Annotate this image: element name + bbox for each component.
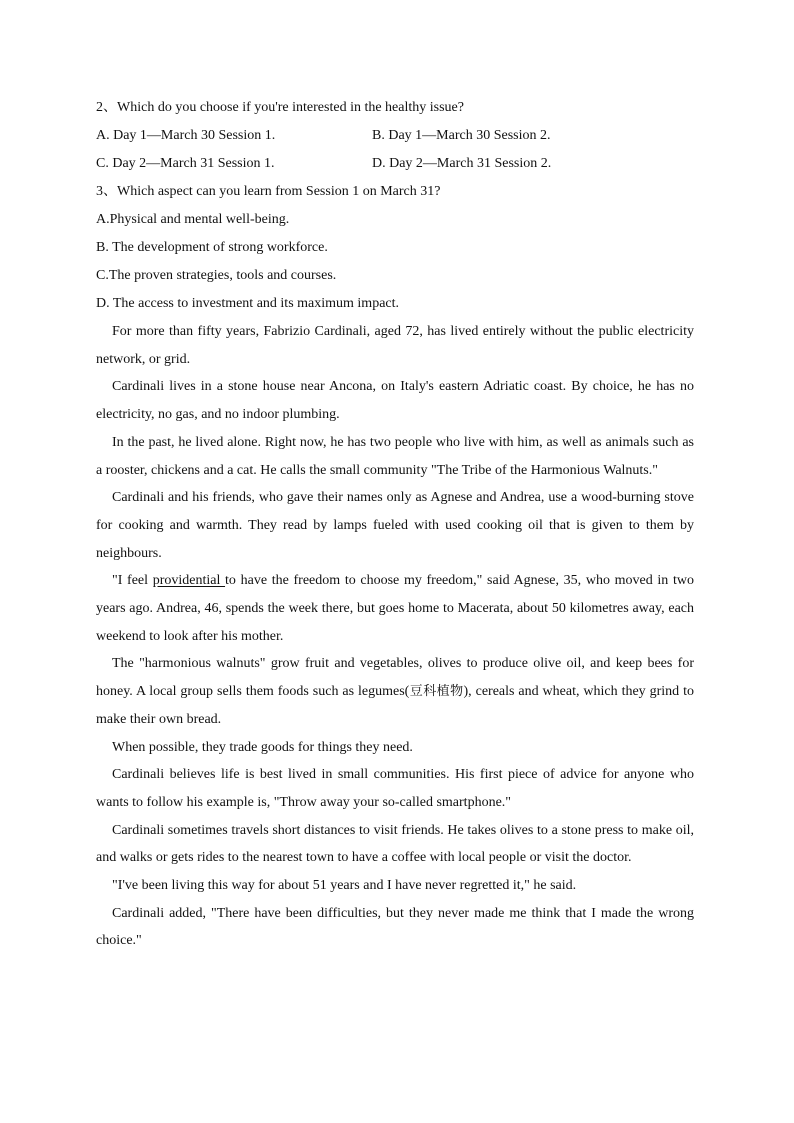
passage-paragraph-8: Cardinali believes life is best lived in small communities. His first piece of advice for anyone who wants to follow his example is, "Throw away your so-called smartphone." [96, 767, 694, 810]
paragraph-6-text-end: ), cereals and wheat, which they grind to make their own bread. [96, 684, 694, 727]
question-3-stem: 3、Which aspect can you learn from Session 1 on March 31? [96, 184, 441, 199]
question-2-options-row-2 [96, 150, 694, 178]
question-2-stem: 2、Which do you choose if you're interested in the healthy issue? [96, 100, 464, 115]
passage-paragraph-6 [96, 650, 694, 733]
passage-paragraph-9: Cardinali sometimes travels short distances to visit friends. He takes olives to a stone press to make oil, and walks or gets rides to the nearest town to have a coffee with local people or visit the doctor. [96, 822, 694, 866]
paragraph-5-text-end: to have the freedom to choose my freedom," said Agnese, 35, who moved in two years ago. Andrea, 46, spends the week there, but goes home to Macerata, about 50 kilometres away, each weekend to look after his mother. [96, 573, 694, 644]
question-2-option-c: C. Day 2—March 31 Session 1. [96, 156, 275, 171]
passage-paragraph-2: Cardinali lives in a stone house near Ancona, on Italy's eastern Adriatic coast. By choice, he has no electricity, no gas, and no indoor plumbing. [96, 379, 694, 423]
paragraph-5-text-start: "I feel [112, 573, 153, 589]
chinese-gloss-legumes: 豆科植物 [409, 684, 464, 700]
passage-paragraph-3: In the past, he lived alone. Right now, he has two people who live with him, as well as animals such as a rooster, chickens and a cat. He calls the small community "The Tribe of the Harmonious Walnuts." [96, 434, 694, 478]
paragraph-6-text-start: The "harmonious walnuts" grow fruit and vegetables, olives to produce olive oil, and keep bees for honey. A local group sells them foods such as legumes( [96, 656, 694, 700]
passage-paragraph-5 [96, 567, 694, 650]
question-2-option-d: D. Day 2—March 31 Session 2. [372, 156, 552, 171]
passage-paragraph-1: For more than fifty years, Fabrizio Cardinali, aged 72, has lived entirely without the public electricity network, or grid. [96, 324, 694, 367]
question-3-option-b: B. The development of strong workforce. [96, 240, 328, 255]
question-3-option-c: C.The proven strategies, tools and courses. [96, 268, 337, 283]
passage-paragraph-11: Cardinali added, "There have been difficulties, but they never made me think that I made the wrong choice." [96, 905, 694, 949]
question-3-option-d: D. The access to investment and its maximum impact. [96, 296, 400, 311]
underlined-word-providential: providential [152, 573, 226, 589]
document-content [96, 94, 694, 955]
question-2-option-b: B. Day 1—March 30 Session 2. [372, 128, 551, 143]
passage-paragraph-4: Cardinali and his friends, who gave their names only as Agnese and Andrea, use a wood-burning stove for cooking and warmth. They read by lamps fueled with used cooking oil that is given to them by neighbours. [96, 490, 694, 561]
question-2-option-a: A. Day 1—March 30 Session 1. [96, 128, 276, 143]
question-2-options-row-1 [96, 122, 694, 150]
passage-paragraph-10: "I've been living this way for about 51 years and I have never regretted it," he said. [112, 878, 577, 894]
passage-paragraph-7: When possible, they trade goods for things they need. [112, 739, 413, 755]
question-3-option-a: A.Physical and mental well-being. [96, 212, 290, 227]
